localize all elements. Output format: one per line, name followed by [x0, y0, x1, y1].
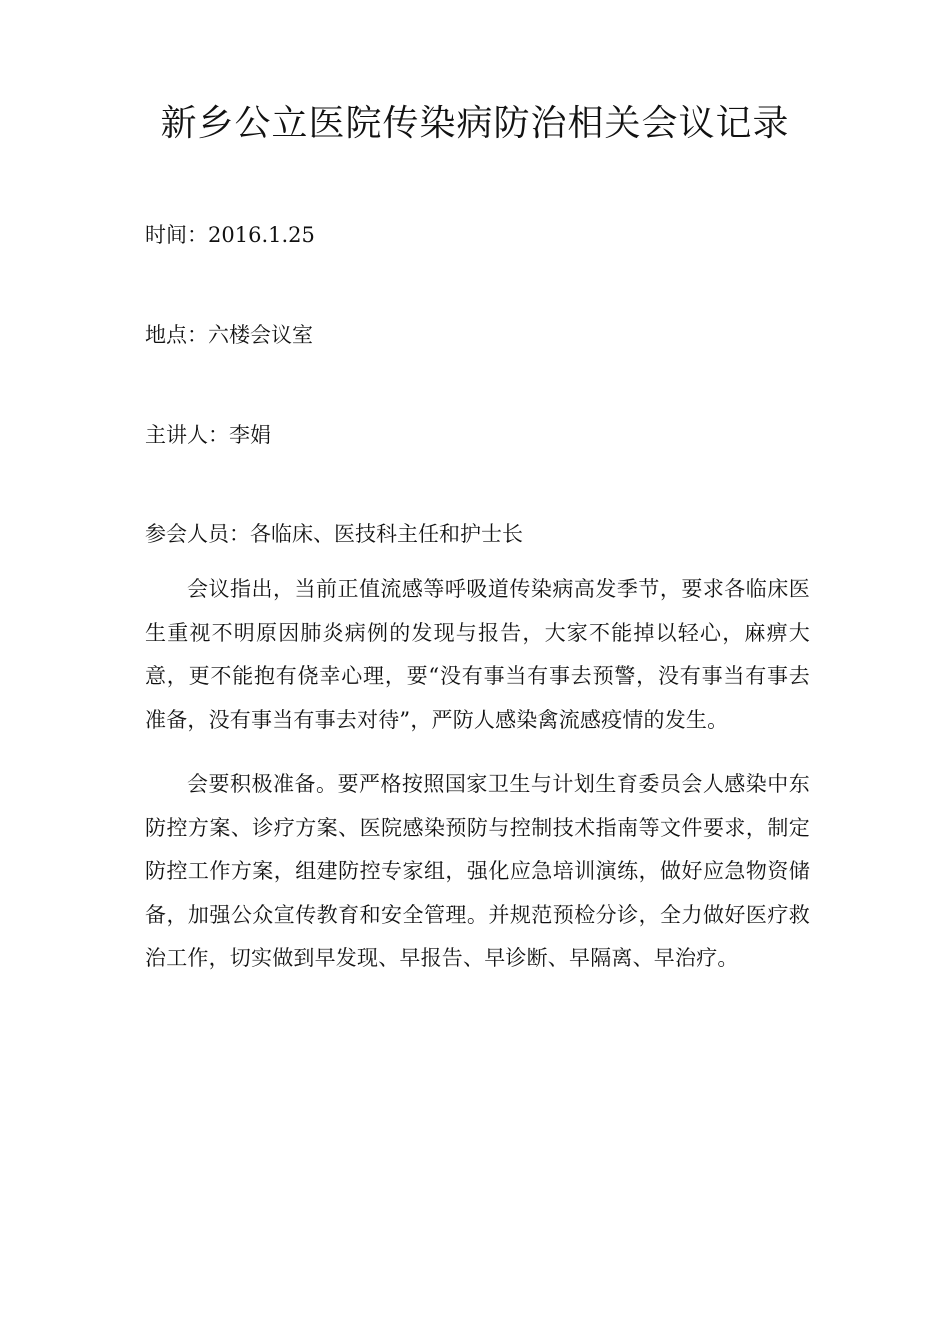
meeting-attendees: 参会人员：各临床、医技科主任和护士长: [145, 522, 523, 546]
meeting-time: 时间：2016.1.25: [145, 223, 315, 247]
paragraph-2: 会要积极准备。要严格按照国家卫生与计划生育委员会人感染中东防控方案、诊疗方案、医院感染预防与控制技术指南等文件要求，制定防控工作方案，组建防控专家组，强化应急培训演练，做好应急物资储备，加强公众宣传教育和安全管理。并规范预检分诊，全力做好医疗救治工作，切实做到早发现、早报告、早诊断、早隔离、早治疗。: [145, 772, 810, 970]
meeting-place: 地点：六楼会议室: [145, 323, 313, 347]
document-title: 新乡公立医院传染病防治相关会议记录: [160, 103, 790, 144]
meeting-speaker: 主讲人：李娟: [145, 423, 271, 447]
paragraph-1: 会议指出，当前正值流感等呼吸道传染病高发季节，要求各临床医生重视不明原因肺炎病例的发现与报告，大家不能掉以轻心，麻痹大意，更不能抱有侥幸心理，要“没有事当有事去预警，没有事当有事去准备，没有事当有事去对待”，严防人感染禽流感疫情的发生。: [145, 577, 810, 732]
